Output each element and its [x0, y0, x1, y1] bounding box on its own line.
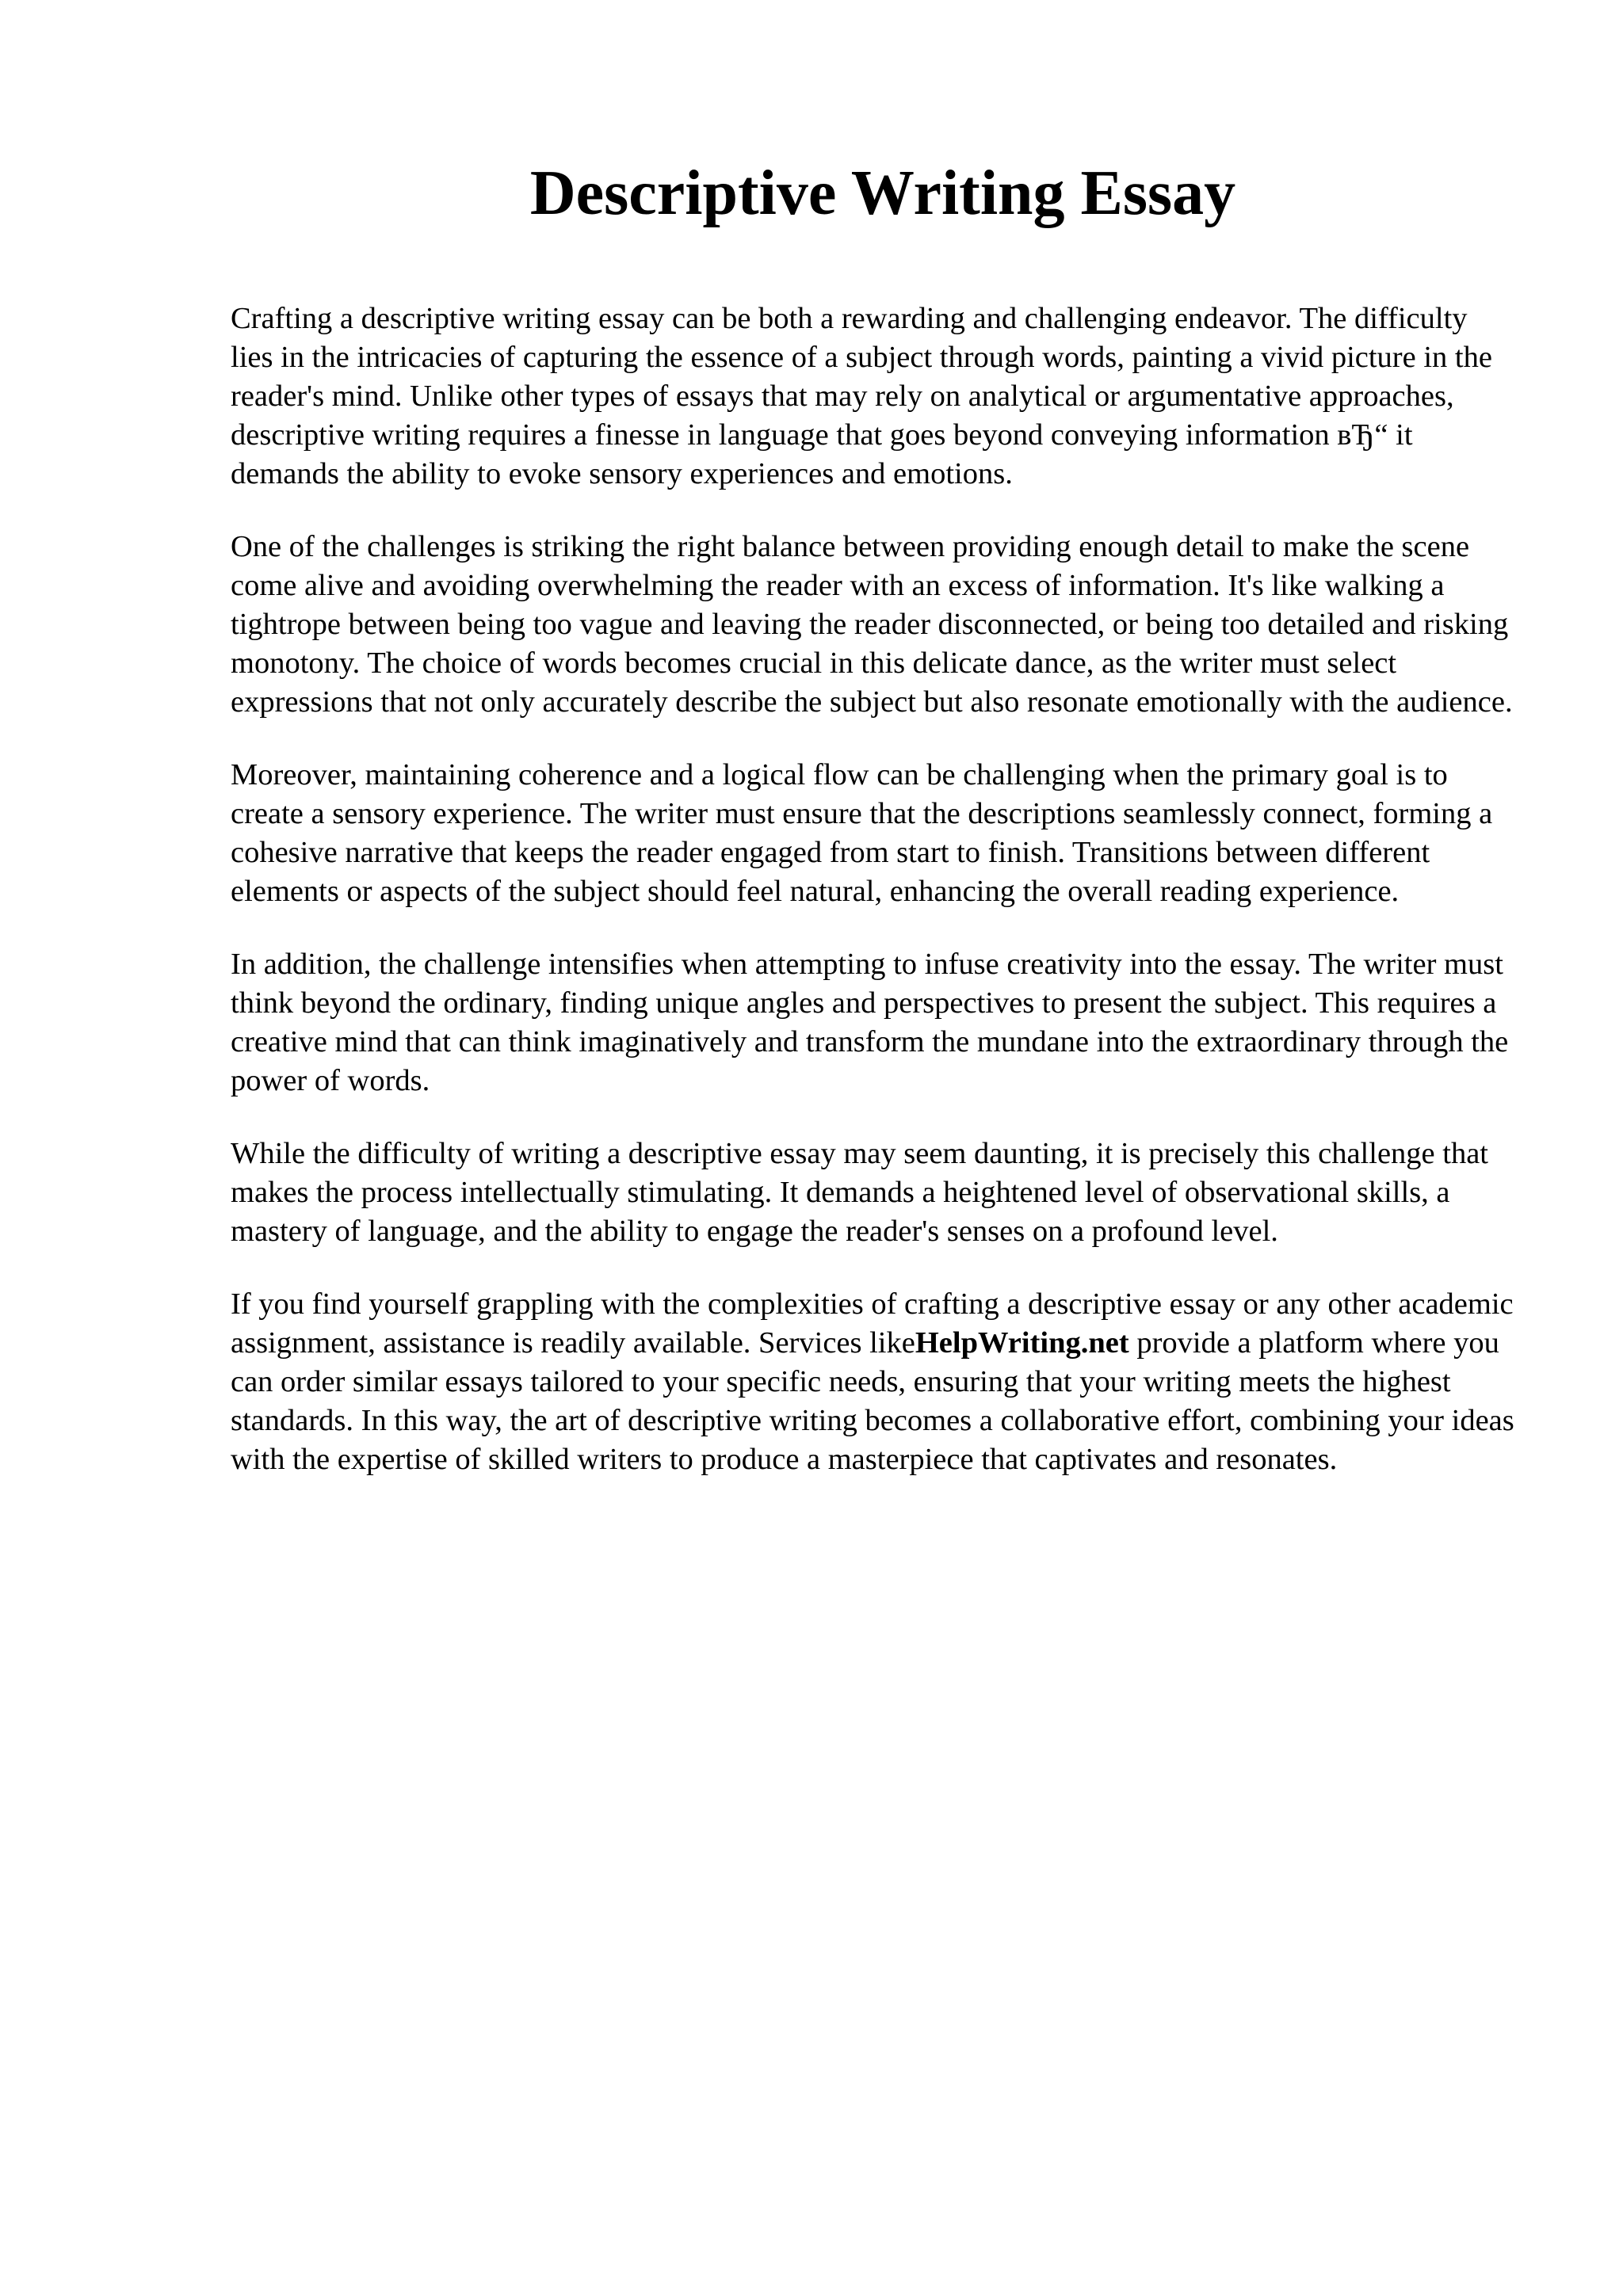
paragraph-5: While the difficulty of writing a descriptive essay may seem daunting, it is precisely this challenge that makes the process intellectually stimulating. It demands a heightened level of observational skills, a mastery of language, and the ability to engage the reader's senses on a profound level.: [231, 1137, 1488, 1248]
essay-body: [231, 299, 1514, 1513]
paragraph-1: Crafting a descriptive writing essay can be both a rewarding and challenging endeavor. The difficulty lies in the intricacies of capturing the essence of a subject through words, painting a vivid picture in the reader's mind. Unlike other types of essays that may rely on analytical or argumentative approaches, descriptive writing requires a finesse in language that goes beyond conveying information вЂ“ it demands the ability to evoke sensory experiences and emotions.: [231, 302, 1492, 490]
paragraph-4: In addition, the challenge intensifies when attempting to infuse creativity into the essay. The writer must think beyond the ordinary, finding unique angles and perspectives to present the subject. This requires a creative mind that can think imaginatively and transform the mundane into the extraordinary through the power of words.: [231, 948, 1509, 1097]
paragraph-6: [231, 1285, 1514, 1479]
paragraph-2: One of the challenges is striking the right balance between providing enough detail to make the scene come alive and avoiding overwhelming the reader with an excess of information. It's like walking a tightrope between being too vague and leaving the reader disconnected, or being too detailed and risking monotony. The choice of words becomes crucial in this delicate dance, as the writer must select expressions that not only accurately describe the subject but also resonate emotionally with the audience.: [231, 530, 1513, 719]
paragraph-3: Moreover, maintaining coherence and a logical flow can be challenging when the primary goal is to create a sensory experience. The writer must ensure that the descriptions seamlessly connect, forming a cohesive narrative that keeps the reader engaged from start to finish. Transitions between different elements or aspects of the subject should feel natural, enhancing the overall reading experience.: [231, 758, 1493, 908]
paragraph-6-lead: If you find yourself grappling with the complexities of crafting a descriptive essay or any other academic assignment, assistance is readily available. Services like: [231, 1287, 1514, 1360]
paragraph-6-rest: provide a platform where you can order similar essays tailored to your specific needs, ensuring that your writing meets the highest standards. In this way, the art of descriptive writing becomes a collaborative effort, combining your ideas with the expertise of skilled writers to produce a masterpiece that captivates and resonates.: [231, 1326, 1514, 1476]
brand-name: HelpWriting.net: [915, 1326, 1129, 1360]
page-title: Descriptive Writing Essay: [529, 158, 1236, 228]
